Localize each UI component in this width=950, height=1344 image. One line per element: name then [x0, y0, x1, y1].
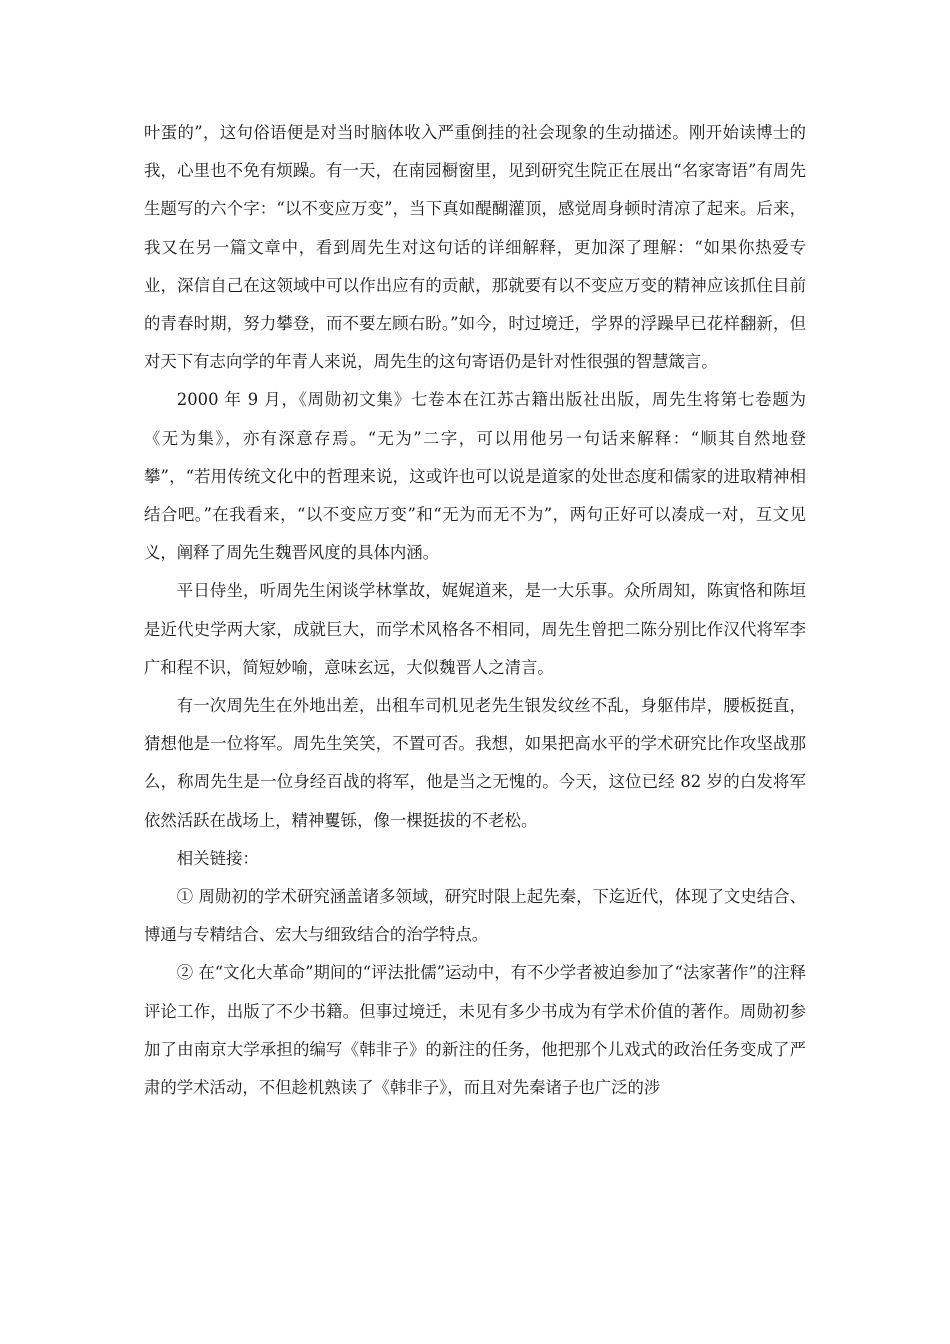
paragraph-continuation: 叶蛋的”，这句俗语便是对当时脑体收入严重倒挂的社会现象的生动描述。刚开始读博士的我，心里也不免有烦躁。有一天，在南园橱窗里，见到研究生院正在展出“名家寄语”有周先生题写的六个字：“以不变应万变”，当下真如醍醐灌顶，感觉周身顿时清凉了起来。后来，我又在另一篇文章中，看到周先生对这句话的详细解释，更加深了理解：“如果你热爱专业，深信自己在这领域中可以作出应有的贡献，那就要有以不变应万变的精神应该抓住目前的青春时期，努力攀登，而不要左顾右盼。”如今，时过境迁，学界的浮躁早已花样翻新，但对天下有志向学的年青人来说，周先生的这句寄语仍是针对性很强的智慧箴言。	[144, 123, 806, 372]
paragraph-wuwei-ji: 2000 年 9 月，《周勋初文集》七卷本在江苏古籍出版社出版，周先生将第七卷题为《无为集》，亦有深意存焉。“无为”二字，可以用他另一句话来解释：“顺其自然地登攀”，“若用传统文化中的哲理来说，这或许也可以说是道家的处世态度和儒家的进取精神相结合吧。”在我看来，“以不变应万变”和“无为而无不为”，两句正好可以凑成一对，互文见义，阐释了周先生魏晋风度的具体内涵。	[144, 390, 806, 563]
article-body	[144, 114, 806, 1107]
paragraph-xuelin-zhanggu: 平日侍坐，听周先生闲谈学林掌故，娓娓道来，是一大乐事。众所周知，陈寅恪和陈垣是近代史学两大家，成就巨大，而学术风格各不相同，周先生曾把二陈分别比作汉代将军李广和程不识，简短妙喻，意味玄远，大似魏晋人之清言。	[144, 581, 806, 677]
related-links-heading: 相关链接：	[176, 848, 259, 868]
related-link-item-2: ② 在“文化大革命”期间的“评法批儒”运动中，有不少学者被迫参加了“法家著作”的注释评论工作，出版了不少书籍。但事过境迁，未见有多少书成为有学术价值的著作。周勋初参加了由南京大学承担的编写《韩非子》的新注的任务，他把那个儿戏式的政治任务变成了严肃的学术活动，不但趁机熟读了《韩非子》，而且对先秦诸子也广泛的涉	[144, 963, 806, 1098]
paragraph-jiangjun: 有一次周先生在外地出差，出租车司机见老先生银发纹丝不乱，身躯伟岸，腰板挺直，猜想他是一位将军。周先生笑笑，不置可否。我想，如果把高水平的学术研究比作攻坚战那么，称周先生是一位身经百战的将军，他是当之无愧的。今天，这位已经 82 岁的白发将军依然活跃在战场上，精神矍铄，像一棵挺拔的不老松。	[144, 696, 806, 830]
related-link-item-1: ① 周勋初的学术研究涵盖诸多领域，研究时限上起先秦，下迄近代，体现了文史结合、博通与专精结合、宏大与细致结合的治学特点。	[144, 887, 806, 945]
